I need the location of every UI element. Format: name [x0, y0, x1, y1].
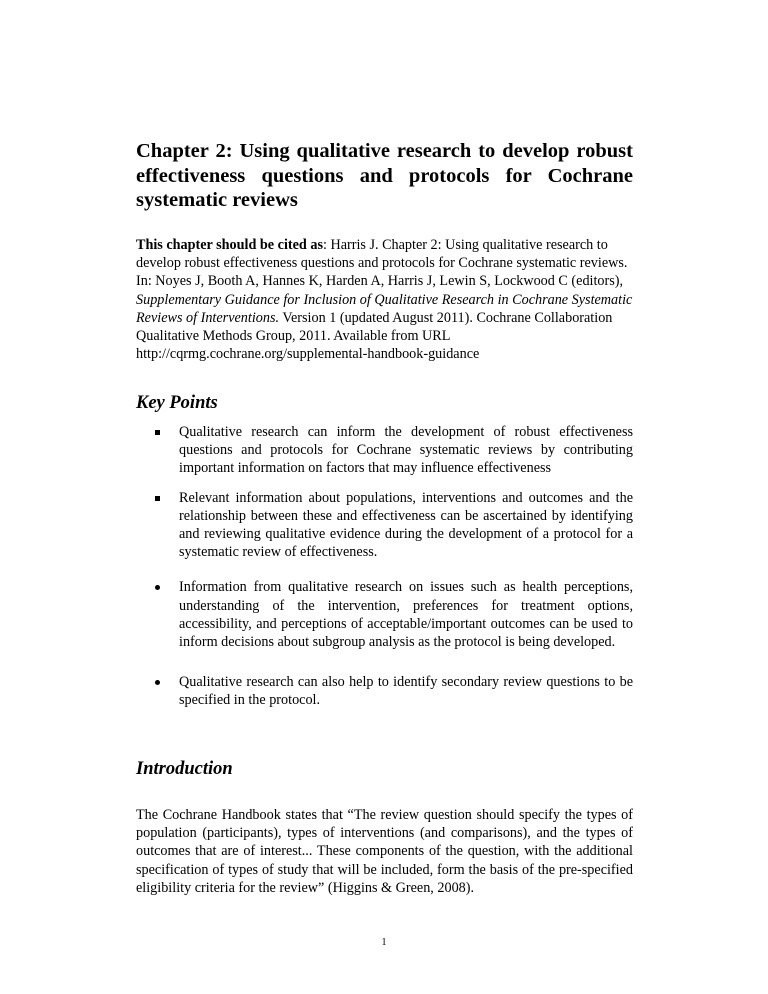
round-bullet-icon	[155, 585, 160, 590]
citation-text-end: Version 1 (updated August 2011). Cochrane Collaboration Qualitative Methods Group, 2011. Available from URL http://cqrmg.cochrane.org/supplemental-handbook-guidance	[136, 309, 613, 363]
introduction-paragraph: The Cochrane Handbook states that “The review question should specify the types of population (participants), types of interventions (and comparisons), and the types of outcomes that are of interest... These components of the question, with the additional specification of types of study that will be included, form the basis of the pre-specified eligibility criteria for the review” (Higgins & Green, 2008).	[136, 807, 633, 896]
list-item-text: Qualitative research can also help to identify secondary review questions to be specified in the protocol.	[179, 674, 633, 709]
list-item	[136, 673, 633, 709]
round-bullet-icon	[155, 680, 160, 685]
page-number: 1	[381, 937, 387, 948]
square-bullet-icon	[155, 496, 160, 501]
introduction-heading: Introduction	[136, 759, 233, 779]
key-points-list	[136, 423, 633, 721]
citation-book-title: Supplementary Guidance for Inclusion of Qualitative Research in Cochrane Systematic Reviews of Interventions.	[136, 291, 633, 326]
list-item	[136, 489, 633, 562]
list-item	[136, 578, 633, 651]
key-points-heading: Key Points	[136, 393, 218, 413]
list-item-text: Relevant information about populations, interventions and outcomes and the relationship between these and effectiveness can be ascertained by identifying and reviewing qualitative evidence during the development of a protocol for a systematic review of effectiveness.	[179, 489, 633, 561]
square-bullet-icon	[155, 430, 160, 435]
list-item	[136, 423, 633, 478]
citation-text: : Harris J. Chapter 2: Using qualitative research to develop robust effectiveness questions and protocols for Cochrane systematic reviews. In: Noyes J, Booth A, Hannes K, Harden A, Harris J, Lewin S, Lockwood C (editors),	[136, 237, 628, 290]
list-item-text: Qualitative research can inform the development of robust effectiveness questions and protocols for Cochrane systematic reviews by contributing important information on factors that may influence effectiveness	[179, 424, 633, 477]
list-item-text: Information from qualitative research on issues such as health perceptions, understanding of the intervention, preferences for treatment options, accessibility, and perceptions of acceptable/important outcomes can be used to inform decisions about subgroup analysis as the protocol is being developed.	[179, 579, 633, 651]
citation-label: This chapter should be cited as	[136, 237, 323, 253]
citation	[136, 236, 633, 363]
chapter-title: Chapter 2: Using qualitative research to develop robust effectiveness questions and protocols for Cochrane systematic reviews	[136, 140, 633, 211]
